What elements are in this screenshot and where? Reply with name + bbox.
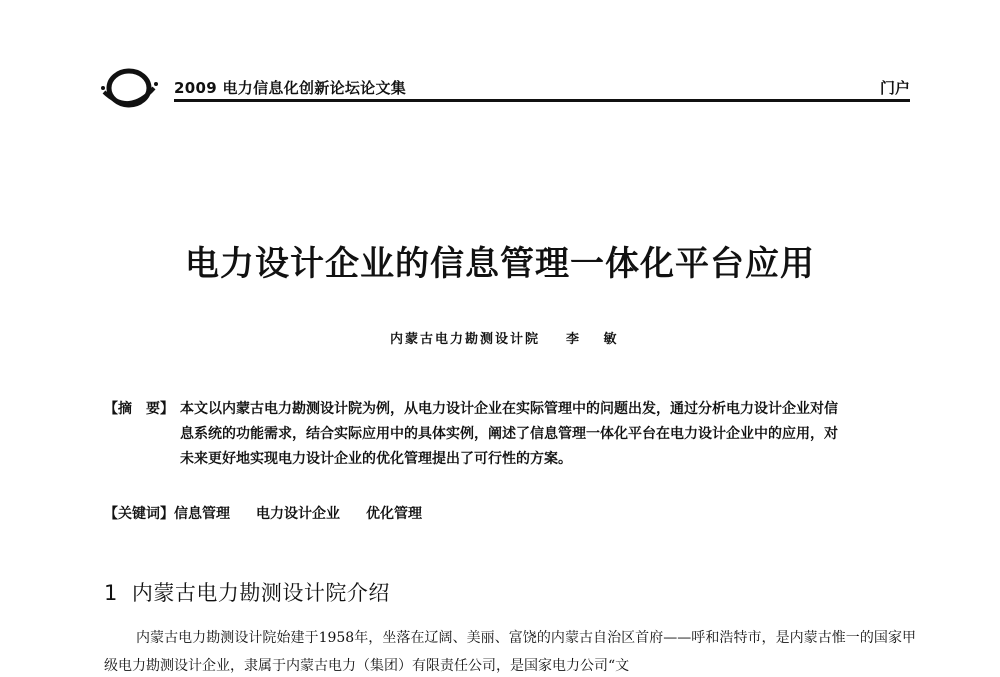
header-rule bbox=[174, 99, 910, 102]
page-header bbox=[98, 62, 910, 112]
keywords bbox=[104, 503, 448, 523]
journal-title: 2009 电力信息化创新论坛论文集 bbox=[174, 79, 407, 97]
author-name: 李 敏 bbox=[566, 332, 627, 347]
section-title: 内蒙古电力勘测设计院介绍 bbox=[131, 581, 390, 605]
abstract bbox=[104, 397, 844, 472]
section-number: 1 bbox=[104, 581, 118, 605]
abstract-label: 【摘 要】 bbox=[104, 401, 174, 417]
section-tag: 门户 bbox=[879, 79, 910, 97]
section-heading bbox=[104, 577, 390, 607]
abstract-text: 本文以内蒙古电力勘测设计院为例，从电力设计企业在实际管理中的问题出发，通过分析电力设计企业对信息系统的功能需求，结合实际应用中的具体实例，阐述了信息管理一体化平台在电力设计企业中的应用，对未来更好地实现电力设计企业的优化管理提出了可行性的方案。 bbox=[180, 401, 838, 467]
journal-logo-icon bbox=[98, 64, 160, 112]
keyword: 电力设计企业 bbox=[256, 506, 340, 522]
keyword: 信息管理 bbox=[174, 506, 230, 522]
byline bbox=[390, 328, 627, 347]
body-paragraph: 内蒙古电力勘测设计院始建于1958年，坐落在辽阔、美丽、富饶的内蒙古自治区首府——呼和浩特市，是内蒙古惟一的国家甲级电力勘测设计企业，隶属于内蒙古电力（集团）有限责任公司，是国家电力公司“文 bbox=[104, 630, 916, 674]
keyword: 优化管理 bbox=[366, 506, 422, 522]
keywords-label: 【关键词】 bbox=[104, 506, 174, 522]
paper-title: 电力设计企业的信息管理一体化平台应用 bbox=[185, 244, 815, 284]
affiliation: 内蒙古电力勘测设计院 bbox=[390, 332, 541, 347]
